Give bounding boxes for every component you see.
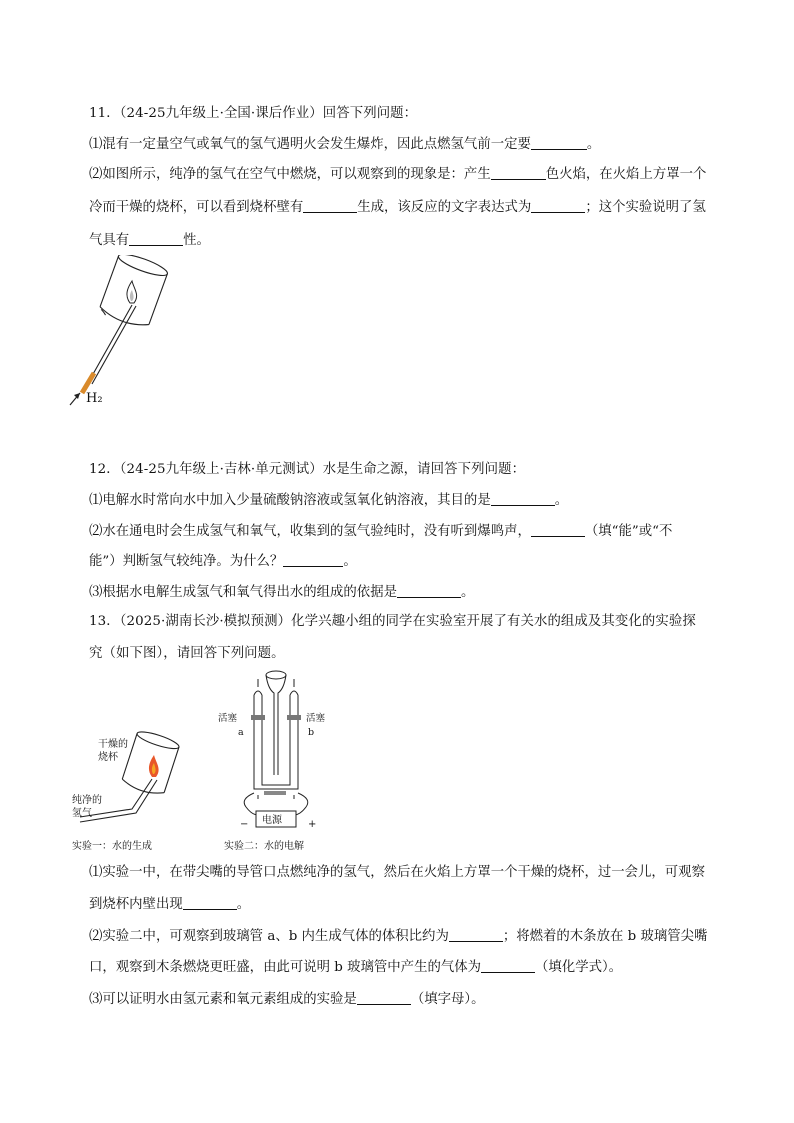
q11-p2-text-f: 气具有	[89, 233, 130, 248]
answer-blank[interactable]	[449, 927, 503, 942]
q11-p2-text-c: 冷而干燥的烧杯，可以看到烧杯壁有	[89, 200, 304, 215]
answer-blank[interactable]	[491, 165, 546, 180]
q13-p1-end: 。	[236, 897, 251, 912]
pure-hydrogen-label-line-1: 纯净的	[72, 795, 102, 806]
hydrogen-combustion-figure	[68, 255, 178, 410]
negative-terminal-label: −	[240, 819, 249, 830]
hydrogen-label: H₂	[86, 391, 103, 406]
q11-p2-text-b: 色火焰，在火焰上方罩一个	[545, 167, 707, 182]
answer-blank[interactable]	[531, 522, 585, 537]
question-12-header: 12．（24-25九年级上·吉林·单元测试）水是生命之源，请回答下列问题：	[89, 462, 526, 477]
answer-blank[interactable]	[531, 198, 585, 213]
experiment-2-caption: 实验二：水的电解	[224, 841, 304, 852]
q12-p1-text: ⑴电解水时常向水中加入少量硫酸钠溶液或氢氧化钠溶液，其目的是	[89, 493, 491, 508]
q11-p1-text: ⑴混有一定量空气或氧气的氢气遇明火会发生爆炸，因此点燃氢气前一定要	[89, 137, 531, 152]
question-12-part-2-line-2	[89, 552, 357, 571]
q12-p2-text-a: ⑵水在通电时会生成氢气和氧气，收集到的氢气验纯时，没有听到爆鸣声，	[89, 524, 531, 539]
question-11-part-2-line-3	[89, 231, 210, 250]
question-13-header-line-2: 究（如下图），请回答下列问题。	[89, 646, 285, 661]
q11-p2-text-e: ；这个实验说明了氢	[585, 200, 706, 215]
answer-blank[interactable]	[481, 958, 535, 973]
answer-blank[interactable]	[183, 895, 237, 910]
question-13-header-line-1: 13．（2025·湖南长沙·模拟预测）化学兴趣小组的同学在实验室开展了有关水的组成及其变化的实验探	[89, 614, 696, 629]
q13-p3-text: ⑶可以证明水由氢元素和氧元素组成的实验是	[89, 992, 357, 1007]
question-13-part-1-line-2	[89, 895, 250, 914]
q13-p1-text-b: 到烧杯内壁出现	[89, 897, 183, 912]
q13-p2-text-a: ⑵实验二中，可观察到玻璃管 a、b 内生成气体的体积比约为	[89, 929, 449, 944]
dry-beaker-label-line-2: 烧杯	[98, 752, 118, 763]
q11-p1-end: 。	[586, 137, 601, 152]
q12-p1-end: 。	[554, 493, 569, 508]
positive-terminal-label: +	[308, 819, 317, 830]
answer-blank[interactable]	[357, 990, 411, 1005]
power-supply-label: 电源	[262, 815, 282, 826]
answer-blank[interactable]	[531, 135, 587, 150]
answer-blank[interactable]	[491, 491, 555, 506]
q11-p2-text-g: 性。	[183, 233, 210, 248]
answer-blank[interactable]	[303, 198, 357, 213]
q11-p2-text-a: ⑵如图所示，纯净的氢气在空气中燃烧，可以观察到的现象是：产生	[89, 167, 491, 182]
right-valve-label: 活塞	[306, 713, 326, 724]
question-11-header: 11．（24-25九年级上·全国·课后作业）回答下列问题：	[89, 106, 418, 121]
experiment-2-figure	[218, 665, 348, 855]
q13-p3-end: （填字母）。	[410, 992, 485, 1007]
tube-a-label: a	[238, 727, 244, 738]
question-11-part-1	[89, 135, 600, 154]
question-12-part-1	[89, 491, 568, 510]
question-11-part-2-line-2	[89, 198, 706, 217]
q12-p2-text-d: 。	[343, 554, 357, 569]
q13-p2-text-d: （填化学式）。	[535, 960, 623, 975]
experiment-1-figure	[70, 725, 220, 855]
q13-p2-text-c: 口，观察到木条燃烧更旺盛，由此可说明 b 玻璃管中产生的气体为	[89, 960, 482, 975]
q12-p2-text-b: （填“能”或“不	[584, 524, 673, 539]
dry-beaker-label-line-1: 干燥的	[98, 739, 128, 750]
question-12-part-2-line-1	[89, 522, 672, 541]
question-13-part-3	[89, 990, 484, 1009]
question-12-part-3	[89, 583, 474, 602]
question-11-part-2-line-1	[89, 165, 706, 184]
pure-hydrogen-label-line-2: 氢气	[72, 808, 92, 819]
q11-p2-text-d: 生成，该反应的文字表达式为	[357, 200, 532, 215]
q12-p3-end: 。	[460, 585, 475, 600]
question-13-part-1-line-1	[89, 864, 705, 882]
answer-blank[interactable]	[397, 583, 461, 598]
question-13-part-2-line-2	[89, 958, 622, 977]
q13-p2-text-b: ；将燃着的木条放在 b 玻璃管尖嘴	[502, 929, 708, 944]
answer-blank[interactable]	[283, 552, 343, 567]
question-13-part-2-line-1	[89, 927, 707, 946]
answer-blank[interactable]	[129, 231, 183, 246]
tube-b-label: b	[308, 727, 315, 738]
left-valve-label: 活塞	[218, 713, 238, 724]
q13-p1-text-a: ⑴实验一中，在带尖嘴的导管口点燃纯净的氢气，然后在火焰上方罩一个干燥的烧杯，过一会儿，可观察	[89, 865, 705, 880]
q12-p2-text-c: 能”）判断氢气较纯净。为什么？	[89, 554, 284, 569]
experiment-1-caption: 实验一：水的生成	[72, 841, 152, 852]
q12-p3-text: ⑶根据水电解生成氢气和氧气得出水的组成的依据是	[89, 585, 397, 600]
